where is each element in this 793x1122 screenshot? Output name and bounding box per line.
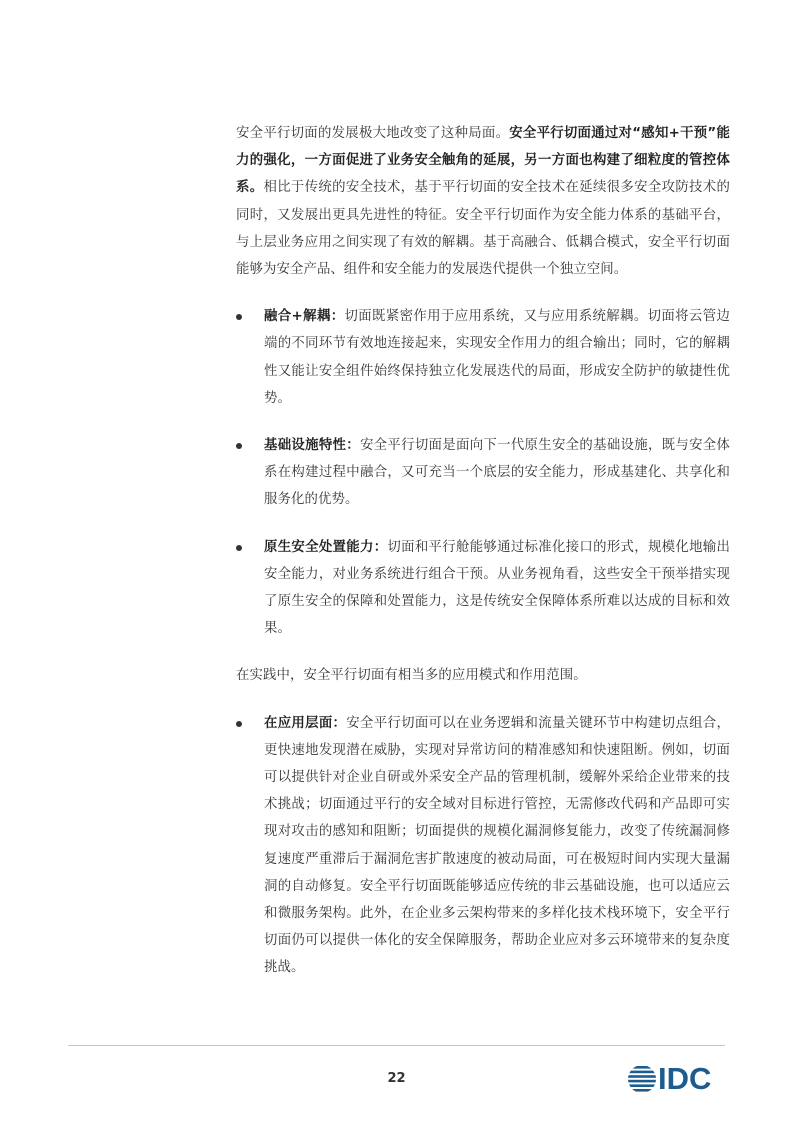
idc-globe-icon: [627, 1064, 657, 1094]
list-item-text: 安全平行切面是面向下一代原生安全的基础设施，既与安全体系在构建过程中融合，又可充当一个底层的安全能力，形成基建化、共享化和服务化的优势。: [264, 438, 731, 508]
list-item: [236, 432, 730, 514]
document-body: [236, 120, 730, 1002]
list-item: [236, 710, 730, 982]
list-item-title: 基础设施特性：: [264, 438, 360, 454]
list-item-text: 切面既紧密作用于应用系统，又与应用系统解耦。切面将云管边端的不同环节有效地连接起来，实现安全作用力的组合输出；同时，它的解耦性又能让安全组件始终保持独立化发展迭代的局面，形成安全防护的敏捷性优势。: [264, 309, 730, 406]
features-list: [236, 303, 730, 642]
list-item-title: 在应用层面：: [264, 715, 347, 731]
intro-paragraph: [236, 120, 730, 283]
list-item-text: 切面和平行舱能够通过标准化接口的形式，规模化地输出安全能力，对业务系统进行组合干预。从业务视角看，这些安全干预举措实现了原生安全的保障和处置能力，这是传统安全保障体系所难以达成的目标和效果。: [264, 539, 731, 637]
intro-text-1: 安全平行切面的发展极大地改变了这种局面。: [236, 126, 510, 141]
bullet-icon: [236, 721, 242, 727]
page-number: 22: [387, 1071, 406, 1086]
list-item-title: 原生安全处置能力：: [264, 539, 388, 555]
idc-logo-text: IDC: [658, 1061, 712, 1096]
bullet-icon: [236, 443, 242, 449]
bullet-icon: [236, 314, 242, 320]
applications-list: [236, 710, 730, 982]
list-item-text: 安全平行切面可以在业务逻辑和流量关键环节中构建切点组合，更快速地发现潜在威胁，实现对异常访问的精准感知和快速阻断。例如，切面可以提供针对企业自研或外采安全产品的管理机制，缓解外采给企业带来的技术挑战；切面通过平行的安全域对目标进行管控，无需修改代码和产品即可实现对攻击的感知和阻断；切面提供的规模化漏洞修复能力，改变了传统漏洞修复速度严重滞后于漏洞危害扩散速度的被动局面，可在极短时间内实现大量漏洞的自动修复。安全平行切面既能够适应传统的非云基础设施，也可以适应云和微服务架构。此外，在企业多云架构带来的多样化技术栈环境下，安全平行切面仍可以提供一体化的安全保障服务，帮助企业应对多云环境带来的复杂度挑战。: [264, 715, 730, 976]
footer-divider: [68, 1045, 725, 1046]
list-item: [236, 303, 730, 412]
intro-text-2: 相比于传统的安全技术，基于平行切面的安全技术在延续很多安全攻防技术的同时，又发展出更具先进性的特征。安全平行切面作为安全能力体系的基础平台，与上层业务应用之间实现了有效的解耦。基于高融合、低耦合模式，安全平行切面能够为安全产品、组件和安全能力的发展迭代提供一个独立空间。: [236, 180, 730, 278]
list-item-title: 融合+解耦：: [264, 309, 345, 325]
list-item: [236, 534, 730, 643]
bullet-icon: [236, 545, 242, 551]
intro-bold-text: 安全平行切面通过对“感知+干预”能力的强化，一方面促进了业务安全触角的延展，另一方面也构建了细粒度的管控体系。: [236, 126, 730, 196]
idc-logo: [627, 1063, 725, 1095]
practice-paragraph: 在实践中，安全平行切面有相当多的应用模式和作用范围。: [236, 668, 587, 684]
